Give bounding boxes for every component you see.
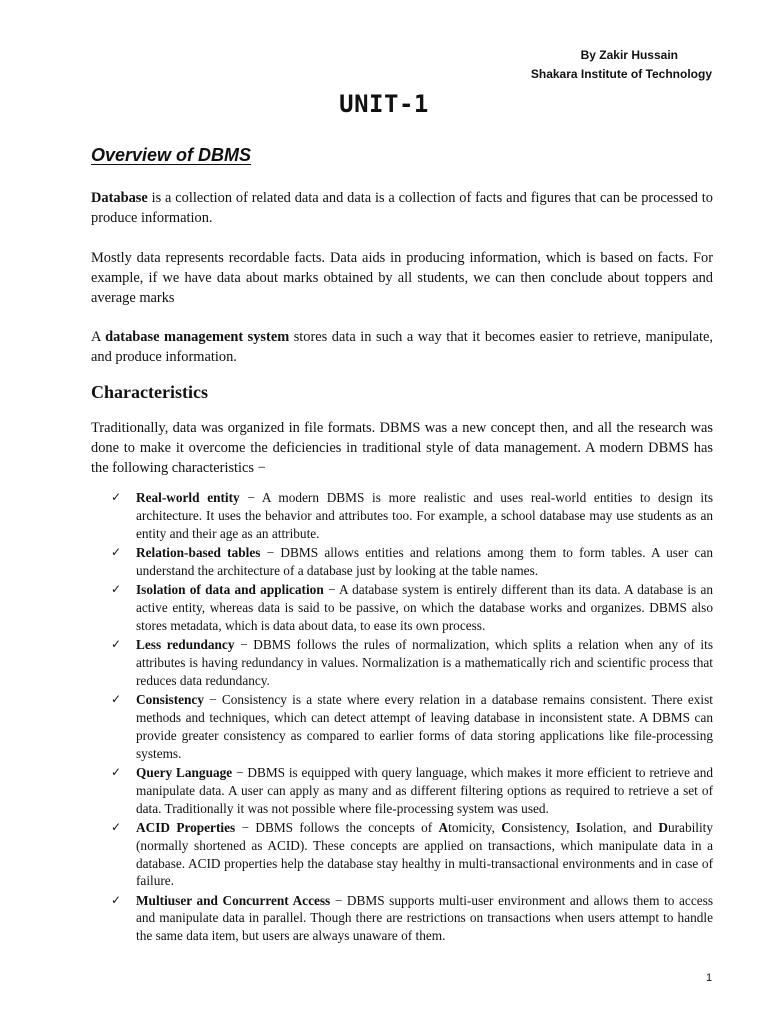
paragraph-database: Database is a collection of related data and data is a collection of facts and figures that can be processed to produce information. [91, 190, 713, 226]
characteristics-intro: Traditionally, data was organized in file formats. DBMS was a new concept then, and all the research was done to make it overcome the deficiencies in traditional style of data management. A modern DBMS has the following characteristics − [91, 420, 713, 476]
list-item: ✓ Query Language − DBMS is equipped with query language, which makes it more efficient to retrieve and manipulate data. A user can apply as many and as different filtering options as required to retrieve a set of data. Traditionally it was not possible where file-processing system was used. [111, 764, 714, 816]
unit-title: UNIT-1 [339, 90, 429, 118]
list-item: ✓ Isolation of data and application − A database system is entirely different than its data. A database is an active entity, whereas data is said to be passive, on which the database works and organizes. DBMS also stores metadata, which is data about data, to ease its own process. [111, 582, 713, 633]
checkmark-icon: ✓ [111, 490, 122, 504]
checkmark-icon: ✓ [111, 637, 122, 652]
term-dbms: database management system [105, 329, 290, 345]
checkmark-icon: ✓ [111, 544, 122, 559]
checkmark-icon: ✓ [111, 764, 122, 779]
list-item: ✓ Less redundancy − DBMS follows the rules of normalization, which splits a relation when any of its attributes is having redundancy in values. Normalization is a mathematically rich and scientific process that reduces data redundancy. [111, 637, 713, 688]
page-number: 1 [705, 972, 713, 984]
checkmark-icon: ✓ [111, 892, 122, 907]
paragraph-dbms: A database management system stores data in such a way that it becomes easier to retrieve, manipulate, and produce information. [91, 329, 714, 365]
checkmark-icon: ✓ [111, 819, 122, 834]
section-title: Overview of DBMS [91, 145, 252, 165]
author-name: By Zakir Hussain [580, 48, 678, 62]
checkmark-icon: ✓ [111, 582, 122, 597]
term-database: Database [91, 190, 148, 206]
list-item: ✓ Relation-based tables − DBMS allows entities and relations among them to form tables. A user can understand the architecture of a database just by looking at the table names. [111, 544, 713, 578]
characteristics-heading: Characteristics [91, 382, 208, 402]
list-item: ✓ Real-world entity − A modern DBMS is more realistic and uses real-world entities to design its architecture. It uses the behavior and attributes too. For example, a school database may use students as an entity and their age as an attribute. [111, 490, 713, 541]
author-header [0, 46, 712, 84]
institute-name: Shakara Institute of Technology [530, 67, 712, 81]
checkmark-icon: ✓ [111, 692, 122, 707]
list-item-acid: ✓ ACID Properties − DBMS follows the concepts of Atomicity, Consistency, Isolation, and Durability (normally shortened as ACID). These concepts are applied on transactions, which manipulate data in a database. ACID properties help the database stay healthy in multi-transactional environments and in case of failure. [111, 819, 714, 889]
list-item: ✓ Consistency − Consistency is a state where every relation in a database remains consistent. There exist methods and techniques, which can detect attempt of leaving database in inconsistent state. A DBMS can provide greater consistency as compared to earlier forms of data storing applications like file-processing systems. [111, 692, 713, 761]
characteristics-list [91, 489, 713, 947]
list-item: ✓ Multiuser and Concurrent Access − DBMS supports multi-user environment and allows them to access and manipulate data in parallel. Though there are restrictions on transactions when users attempt to handle the same data item, but users are always unaware of them. [111, 892, 713, 944]
paragraph-data: Mostly data represents recordable facts. Data aids in producing information, which is based on facts. For example, if we have data about marks obtained by all students, we can then conclude about toppers and average marks [91, 250, 713, 306]
